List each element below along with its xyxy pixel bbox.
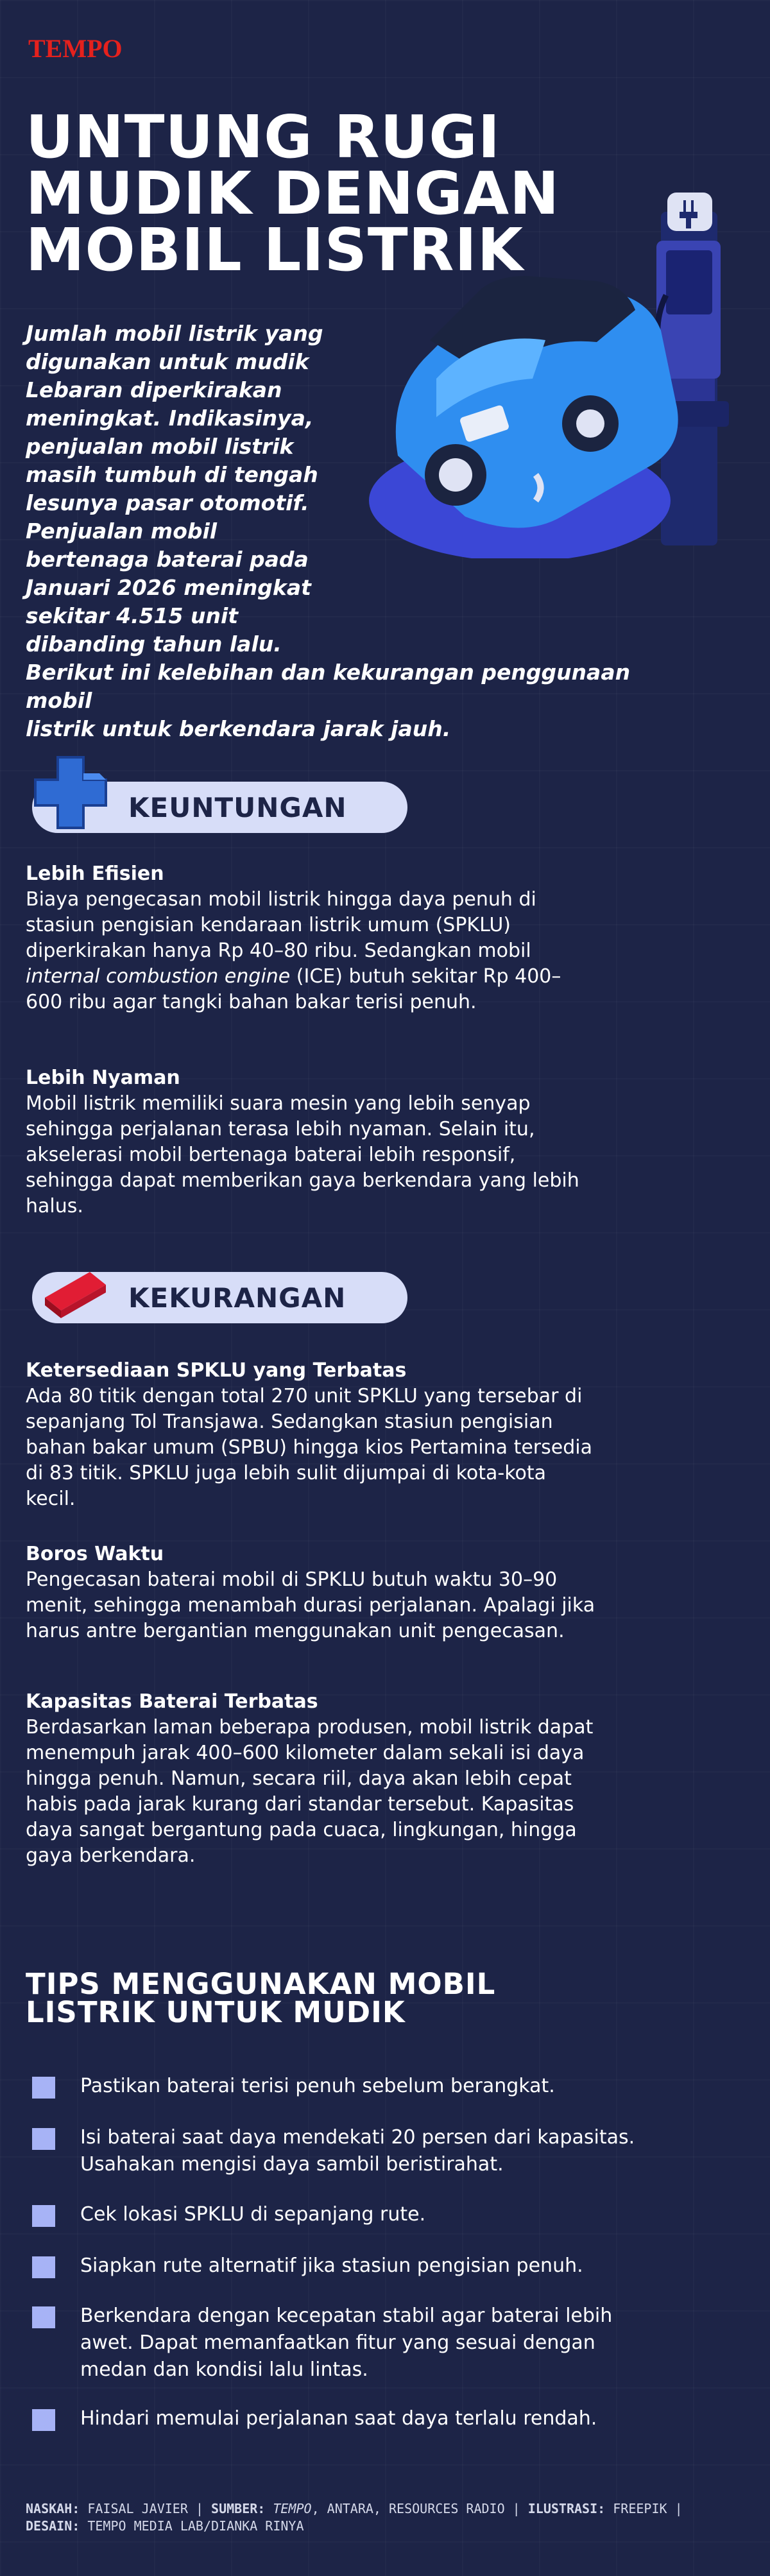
- bullet-square-icon: [32, 2077, 55, 2099]
- intro-wide: Berikut ini kelebihan dan kekurangan penggunaan mobil listrik untuk berkendara jarak jauh.: [26, 660, 631, 741]
- bullet-square-icon: [32, 2409, 55, 2431]
- tip-item: Isi baterai saat daya mendekati 20 persen dari kapasitas. Usahakan mengisi daya sambil beristirahat.: [32, 2124, 674, 2178]
- bullet-square-icon: [32, 2128, 55, 2150]
- tip-item: Berkendara dengan kecepatan stabil agar baterai lebih awet. Dapat memanfaatkan fitur yang sesuai dengan medan dan kondisi lalu lintas.: [32, 2303, 674, 2383]
- intro-narrow: Jumlah mobil listrik yang digunakan untuk mudik Lebaran diperkirakan meningkat. Indikasinya, penjualan mobil listrik masih tumbuh di tengah lesunya pasar otomotif. Penjualan mobil bertenaga baterai pada Januari 2026 meningkat sekitar 4.515 unit dibanding tahun lalu.: [26, 321, 323, 657]
- drawback-title: Kapasitas Baterai Terbatas: [26, 1690, 318, 1713]
- minus-icon: [38, 1266, 116, 1323]
- plus-icon: [29, 751, 112, 834]
- intro-paragraph: [26, 320, 674, 743]
- tip-item: Cek lokasi SPKLU di sepanjang rute.: [32, 2201, 674, 2228]
- kekurangan-header: [32, 1272, 407, 1323]
- drawback-item-waktu: [26, 1541, 667, 1644]
- tip-item: Pastikan baterai terisi penuh sebelum berangkat.: [32, 2073, 674, 2100]
- drawback-text: Berdasarkan laman beberapa produsen, mobil listrik dapat menempuh jarak 400–600 kilometer dalam sekali isi daya hingga penuh. Namun, secara riil, daya akan lebih cepat habis pada jarak kurang dari standar tersebut. Kapasitas daya sangat bergantung pada cuaca, lingkungan, hingga gaya berkendara.: [26, 1716, 594, 1867]
- credits: NASKAH: FAISAL JAVIER | SUMBER: TEMPO, ANTARA, RESOURCES RADIO | ILUSTRASI: FREEPIK | DESAIN: TEMPO MEDIA LAB/DIANKA RINYA: [26, 2501, 683, 2534]
- keuntungan-label: KEUNTUNGAN: [128, 792, 347, 823]
- drawback-title: Ketersediaan SPKLU yang Terbatas: [26, 1359, 407, 1382]
- drawback-text: Ada 80 titik dengan total 270 unit SPKLU yang tersebar di sepanjang Tol Transjawa. Sedangkan stasiun pengisian bahan bakar umum (SPBU) hingga kios Pertamina tersedia di 83 titik. SPKLU juga lebih sulit dijumpai di kota-kota kecil.: [26, 1385, 592, 1510]
- benefit-item-nyaman: [26, 1065, 667, 1219]
- drawback-item-baterai: [26, 1689, 667, 1869]
- keuntungan-header: [32, 782, 407, 833]
- drawback-title: Boros Waktu: [26, 1543, 164, 1565]
- benefit-title: Lebih Nyaman: [26, 1067, 180, 1089]
- tips-title: TIPS MENGGUNAKAN MOBIL LISTRIK UNTUK MUDIK: [26, 1967, 496, 2029]
- tip-item: Siapkan rute alternatif jika stasiun pengisian penuh.: [32, 2253, 674, 2280]
- benefit-text: Biaya pengecasan mobil listrik hingga daya penuh di stasiun pengisian kendaraan listrik umum (SPKLU) diperkirakan hanya Rp 40–80 ribu. Sedangkan mobil internal combustion engine (ICE) butuh sekitar Rp 400– 600 ribu agar tangki bahan bakar terisi penuh.: [26, 888, 561, 1013]
- bullet-square-icon: [32, 2205, 55, 2227]
- bullet-square-icon: [32, 2256, 55, 2278]
- kekurangan-label: KEKURANGAN: [128, 1282, 346, 1314]
- drawback-item-spklu: [26, 1358, 667, 1512]
- benefit-text: Mobil listrik memiliki suara mesin yang lebih senyap sehingga perjalanan terasa lebih nyaman. Selain itu, akselerasi mobil bertenaga baterai lebih responsif, sehingga dapat memberikan gaya berkendara yang lebih halus.: [26, 1092, 579, 1217]
- bullet-square-icon: [32, 2306, 55, 2328]
- benefit-item-efisien: [26, 861, 667, 1015]
- tempo-logo[interactable]: TEMPO: [28, 34, 123, 63]
- drawback-text: Pengecasan baterai mobil di SPKLU butuh waktu 30–90 menit, sehingga menambah durasi perjalanan. Apalagi jika harus antre bergantian menggunakan unit pengecasan.: [26, 1568, 595, 1642]
- page-title: UNTUNG RUGI MUDIK DENGAN MOBIL LISTRIK: [26, 103, 560, 284]
- tip-item: Hindari memulai perjalanan saat daya terlalu rendah.: [32, 2405, 674, 2432]
- benefit-title: Lebih Efisien: [26, 863, 164, 885]
